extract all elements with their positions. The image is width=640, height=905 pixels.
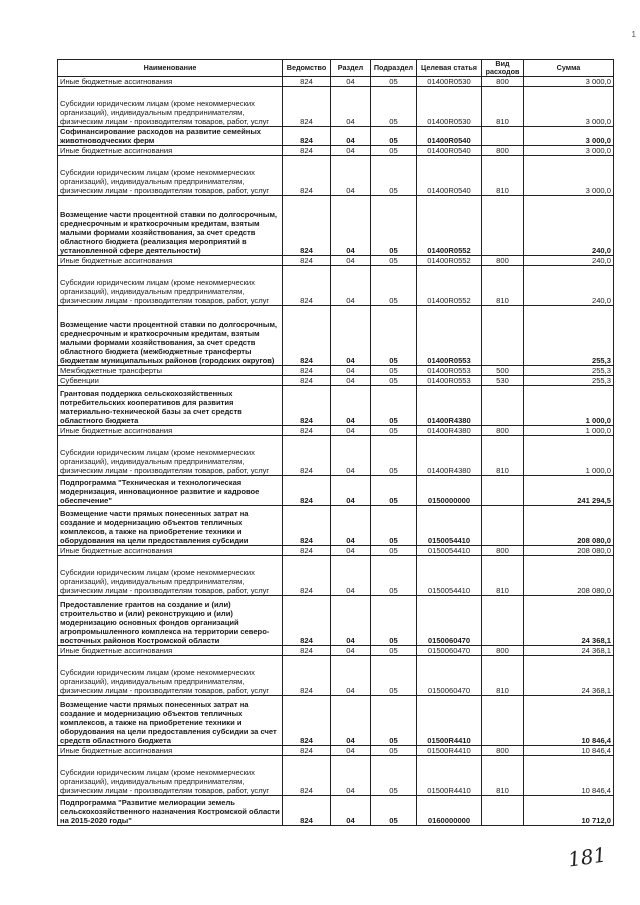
table-row [58,127,614,146]
row-expense-type: 800 [482,746,524,756]
row-section: 04 [331,696,371,746]
row-section: 04 [331,476,371,506]
row-expense-type [482,596,524,646]
row-name: Иные бюджетные ассигнования [58,77,283,87]
row-expense-type: 810 [482,436,524,476]
row-target-article: 01400R0552 [417,256,482,266]
row-subsection: 05 [371,756,417,796]
row-subsection: 05 [371,746,417,756]
row-section: 04 [331,256,371,266]
table-row [58,656,614,696]
table-row [58,556,614,596]
row-department: 824 [283,386,331,426]
row-target-article: 01500R4410 [417,756,482,796]
row-target-article: 01500R4410 [417,746,482,756]
row-department: 824 [283,256,331,266]
table-row [58,756,614,796]
row-department: 824 [283,77,331,87]
row-expense-type: 800 [482,546,524,556]
row-name: Субсидии юридическим лицам (кроме некоммерческих организаций), индивидуальным предпринимателям, физическим лицам - производителям товаров, работ, услуг [58,436,283,476]
table-row [58,146,614,156]
table-row [58,386,614,426]
row-section: 04 [331,87,371,127]
row-department: 824 [283,796,331,826]
row-target-article: 0150000000 [417,476,482,506]
row-department: 824 [283,156,331,196]
row-expense-type [482,476,524,506]
row-section: 04 [331,266,371,306]
row-sum: 240,0 [524,256,614,266]
row-subsection: 05 [371,556,417,596]
row-subsection: 05 [371,366,417,376]
row-name: Софинансирование расходов на развитие семейных животноводческих ферм [58,127,283,146]
row-target-article: 0150054410 [417,506,482,546]
row-subsection: 05 [371,476,417,506]
row-department: 824 [283,646,331,656]
row-section: 04 [331,196,371,256]
table-row [58,746,614,756]
table-row [58,87,614,127]
row-section: 04 [331,77,371,87]
row-name: Субсидии юридическим лицам (кроме некоммерческих организаций), индивидуальным предпринимателям, физическим лицам - производителям товаров, работ, услуг [58,556,283,596]
table-row [58,196,614,256]
row-name: Подпрограмма "Техническая и технологическая модернизация, инновационное развитие и кадровое обеспечение" [58,476,283,506]
row-subsection: 05 [371,376,417,386]
col-header-name: Наименование [58,60,283,77]
row-target-article: 01400R0552 [417,266,482,306]
row-section: 04 [331,366,371,376]
row-sum: 3 000,0 [524,146,614,156]
row-expense-type [482,196,524,256]
row-sum: 1 000,0 [524,426,614,436]
row-subsection: 05 [371,696,417,746]
row-name: Иные бюджетные ассигнования [58,646,283,656]
row-target-article: 0150060470 [417,656,482,696]
col-header-expense-type: Вид расходов [482,60,524,77]
row-target-article: 0150060470 [417,596,482,646]
row-expense-type: 530 [482,376,524,386]
row-department: 824 [283,746,331,756]
row-subsection: 05 [371,196,417,256]
row-sum: 24 368,1 [524,656,614,696]
row-expense-type: 810 [482,87,524,127]
row-section: 04 [331,746,371,756]
row-subsection: 05 [371,436,417,476]
row-department: 824 [283,506,331,546]
table-row [58,366,614,376]
row-expense-type [482,386,524,426]
row-subsection: 05 [371,386,417,426]
handwritten-page-number: 181 [566,842,608,872]
row-sum: 3 000,0 [524,127,614,146]
row-sum: 1 000,0 [524,386,614,426]
row-subsection: 05 [371,87,417,127]
row-section: 04 [331,596,371,646]
row-sum: 24 368,1 [524,596,614,646]
row-name: Предоставление грантов на создание и (или) строительство и (или) реконструкцию и (или) модернизацию основных фондов организаций агропромышленного комплекса на территории северо-восточных районов Костромской области [58,596,283,646]
table-row [58,436,614,476]
row-subsection: 05 [371,646,417,656]
row-name: Субсидии юридическим лицам (кроме некоммерческих организаций), индивидуальным предпринимателям, физическим лицам - производителям товаров, работ, услуг [58,756,283,796]
corner-mark: 1 [631,30,636,39]
row-sum: 3 000,0 [524,77,614,87]
table-row [58,256,614,266]
row-department: 824 [283,376,331,386]
row-section: 04 [331,436,371,476]
row-department: 824 [283,146,331,156]
table-row [58,376,614,386]
row-target-article: 01400R0540 [417,146,482,156]
row-target-article: 01400R0540 [417,127,482,146]
row-name: Возмещение части процентной ставки по долгосрочным, среднесрочным и краткосрочным кредитам, взятым малыми формами хозяйствования, за счет средств областного бюджета (реализация мероприятий в установленной сфере деятельности) [58,196,283,256]
row-name: Субсидии юридическим лицам (кроме некоммерческих организаций), индивидуальным предпринимателям, физическим лицам - производителям товаров, работ, услуг [58,87,283,127]
row-name: Межбюджетные трансферты [58,366,283,376]
row-name: Иные бюджетные ассигнования [58,546,283,556]
row-department: 824 [283,127,331,146]
row-department: 824 [283,266,331,306]
row-subsection: 05 [371,796,417,826]
table-row [58,266,614,306]
row-name: Возмещение части прямых понесенных затрат на создание и модернизацию объектов тепличных комплексов, а также на приобретение техники и оборудования на цели предоставления субсидии [58,506,283,546]
row-target-article: 01400R0552 [417,196,482,256]
row-subsection: 05 [371,127,417,146]
row-sum: 10 846,4 [524,696,614,746]
row-sum: 3 000,0 [524,87,614,127]
row-expense-type: 800 [482,146,524,156]
row-subsection: 05 [371,146,417,156]
row-sum: 255,3 [524,366,614,376]
row-sum: 208 080,0 [524,556,614,596]
row-subsection: 05 [371,546,417,556]
row-subsection: 05 [371,596,417,646]
col-header-department: Ведомство [283,60,331,77]
row-sum: 255,3 [524,306,614,366]
row-sum: 240,0 [524,196,614,256]
row-subsection: 05 [371,656,417,696]
row-department: 824 [283,756,331,796]
row-section: 04 [331,546,371,556]
row-name: Субсидии юридическим лицам (кроме некоммерческих организаций), индивидуальным предпринимателям, физическим лицам - производителям товаров, работ, услуг [58,156,283,196]
row-expense-type: 800 [482,77,524,87]
row-target-article: 01400R4380 [417,426,482,436]
row-target-article: 0150054410 [417,556,482,596]
row-name: Возмещение части процентной ставки по долгосрочным, среднесрочным и краткосрочным кредитам, взятым малыми формами хозяйствования, за счет средств областного бюджета (межбюджетные трансферты бюджетам муниципальных районов (городских округов) [58,306,283,366]
row-department: 824 [283,596,331,646]
row-sum: 10 846,4 [524,756,614,796]
row-section: 04 [331,556,371,596]
col-header-target-article: Целевая статья [417,60,482,77]
table-header-row [58,60,614,77]
table-row [58,506,614,546]
row-sum: 1 000,0 [524,436,614,476]
row-sum: 24 368,1 [524,646,614,656]
row-target-article: 0150054410 [417,546,482,556]
row-expense-type [482,127,524,146]
row-sum: 241 294,5 [524,476,614,506]
col-header-subsection: Подраздел [371,60,417,77]
table-row [58,306,614,366]
row-expense-type [482,796,524,826]
row-expense-type: 500 [482,366,524,376]
row-name: Подпрограмма "Развитие мелиорации земель сельскохозяйственного назначения Костромской области на 2015-2020 годы" [58,796,283,826]
table-row [58,476,614,506]
row-target-article: 01500R4410 [417,696,482,746]
row-target-article: 0150060470 [417,646,482,656]
col-header-sum: Сумма [524,60,614,77]
row-expense-type: 800 [482,256,524,266]
row-sum: 208 080,0 [524,546,614,556]
row-expense-type: 810 [482,266,524,306]
row-target-article: 01400R0553 [417,366,482,376]
row-target-article: 0160000000 [417,796,482,826]
row-expense-type: 810 [482,156,524,196]
table-row [58,546,614,556]
row-expense-type: 810 [482,656,524,696]
row-department: 824 [283,556,331,596]
row-sum: 240,0 [524,266,614,306]
row-expense-type: 800 [482,426,524,436]
row-section: 04 [331,306,371,366]
row-subsection: 05 [371,266,417,306]
row-name: Грантовая поддержка сельскохозяйственных потребительских кооперативов для развития материально-технической базы за счет средств областного бюджета [58,386,283,426]
table-row [58,696,614,746]
row-department: 824 [283,306,331,366]
row-expense-type: 800 [482,646,524,656]
row-section: 04 [331,796,371,826]
table-row [58,426,614,436]
row-department: 824 [283,436,331,476]
row-sum: 208 080,0 [524,506,614,546]
row-expense-type: 810 [482,756,524,796]
row-target-article: 01400R0540 [417,156,482,196]
row-department: 824 [283,476,331,506]
row-expense-type [482,506,524,546]
row-department: 824 [283,196,331,256]
row-name: Субсидии юридическим лицам (кроме некоммерческих организаций), индивидуальным предпринимателям, физическим лицам - производителям товаров, работ, услуг [58,656,283,696]
row-name: Иные бюджетные ассигнования [58,746,283,756]
row-subsection: 05 [371,306,417,366]
table-row [58,796,614,826]
row-section: 04 [331,646,371,656]
table-row [58,596,614,646]
row-subsection: 05 [371,506,417,546]
row-sum: 255,3 [524,376,614,386]
row-target-article: 01400R0530 [417,77,482,87]
row-section: 04 [331,376,371,386]
table-row [58,77,614,87]
row-target-article: 01400R4380 [417,436,482,476]
row-department: 824 [283,696,331,746]
row-section: 04 [331,127,371,146]
row-department: 824 [283,366,331,376]
row-section: 04 [331,756,371,796]
row-name: Иные бюджетные ассигнования [58,256,283,266]
row-section: 04 [331,656,371,696]
row-section: 04 [331,386,371,426]
row-target-article: 01400R0530 [417,87,482,127]
row-name: Иные бюджетные ассигнования [58,146,283,156]
row-target-article: 01400R0553 [417,376,482,386]
row-department: 824 [283,656,331,696]
row-expense-type: 810 [482,556,524,596]
row-subsection: 05 [371,77,417,87]
table-row [58,156,614,196]
row-section: 04 [331,156,371,196]
budget-table [57,59,614,826]
row-sum: 3 000,0 [524,156,614,196]
row-section: 04 [331,426,371,436]
row-name: Иные бюджетные ассигнования [58,426,283,436]
row-expense-type [482,696,524,746]
row-sum: 10 846,4 [524,746,614,756]
table-row [58,646,614,656]
row-department: 824 [283,87,331,127]
row-sum: 10 712,0 [524,796,614,826]
row-subsection: 05 [371,156,417,196]
row-target-article: 01400R4380 [417,386,482,426]
row-subsection: 05 [371,256,417,266]
row-expense-type [482,306,524,366]
row-subsection: 05 [371,426,417,436]
row-target-article: 01400R0553 [417,306,482,366]
row-name: Субвенции [58,376,283,386]
row-department: 824 [283,546,331,556]
row-department: 824 [283,426,331,436]
row-name: Субсидии юридическим лицам (кроме некоммерческих организаций), индивидуальным предпринимателям, физическим лицам - производителям товаров, работ, услуг [58,266,283,306]
row-section: 04 [331,146,371,156]
row-section: 04 [331,506,371,546]
row-name: Возмещение части прямых понесенных затрат на создание и модернизацию объектов тепличных комплексов, а также на приобретение техники и оборудования на цели предоставления субсидии за счет средств областного бюджета [58,696,283,746]
col-header-section: Раздел [331,60,371,77]
